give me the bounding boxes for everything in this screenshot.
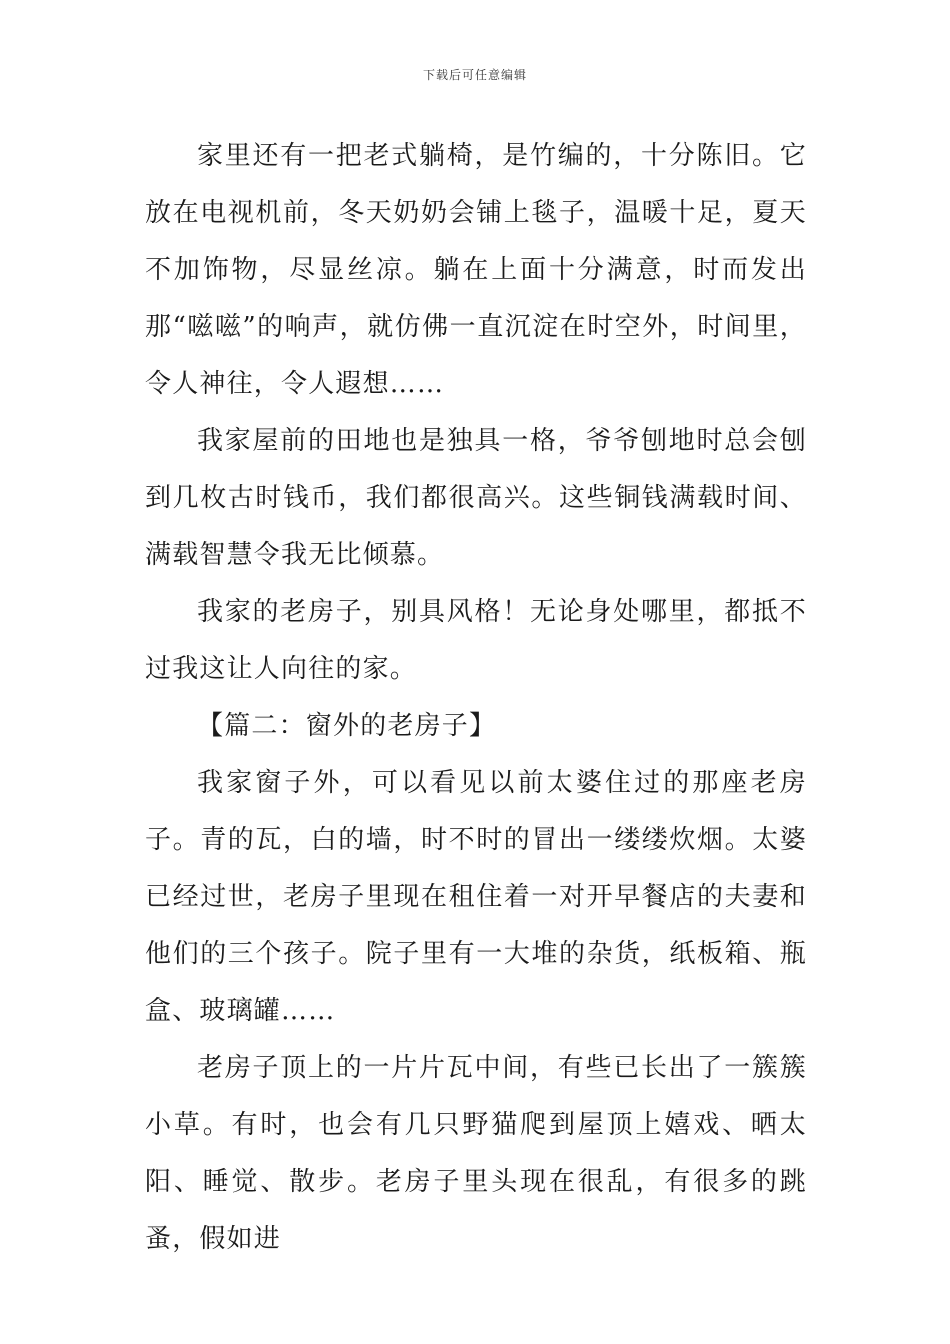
paragraph-field: 我家屋前的田地也是独具一格，爷爷刨地时总会刨到几枚古时钱币，我们都很高兴。这些铜钱满载时间、满载智慧令我无比倾慕。 [145, 426, 807, 570]
section-heading: 【篇二：窗外的老房子】 [197, 711, 497, 741]
paragraph-old-house: 我家的老房子，别具风格！无论身处哪里，都抵不过我这让人向往的家。 [145, 597, 807, 684]
paragraph-roof: 老房子顶上的一片片瓦中间，有些已长出了一簇簇小草。有时，也会有几只野猫爬到屋顶上嬉戏、晒太阳、睡觉、散步。老房子里头现在很乱，有很多的跳蚤，假如进 [145, 1053, 807, 1254]
page-header: 下载后可任意编辑 [422, 68, 527, 82]
document-body [145, 128, 807, 1268]
paragraph-recliner: 家里还有一把老式躺椅，是竹编的，十分陈旧。它放在电视机前，冬天奶奶会铺上毯子，温暖十足，夏天不加饰物，尽显丝凉。躺在上面十分满意，时而发出那“嗞嗞”的响声，就仿佛一直沉淀在时空外，时间里，令人神往，令人遐想…… [145, 141, 807, 399]
paragraph-window: 我家窗子外，可以看见以前太婆住过的那座老房子。青的瓦，白的墙，时不时的冒出一缕缕炊烟。太婆已经过世，老房子里现在租住着一对开早餐店的夫妻和他们的三个孩子。院子里有一大堆的杂货，纸板箱、瓶盒、玻璃罐…… [145, 768, 807, 1026]
